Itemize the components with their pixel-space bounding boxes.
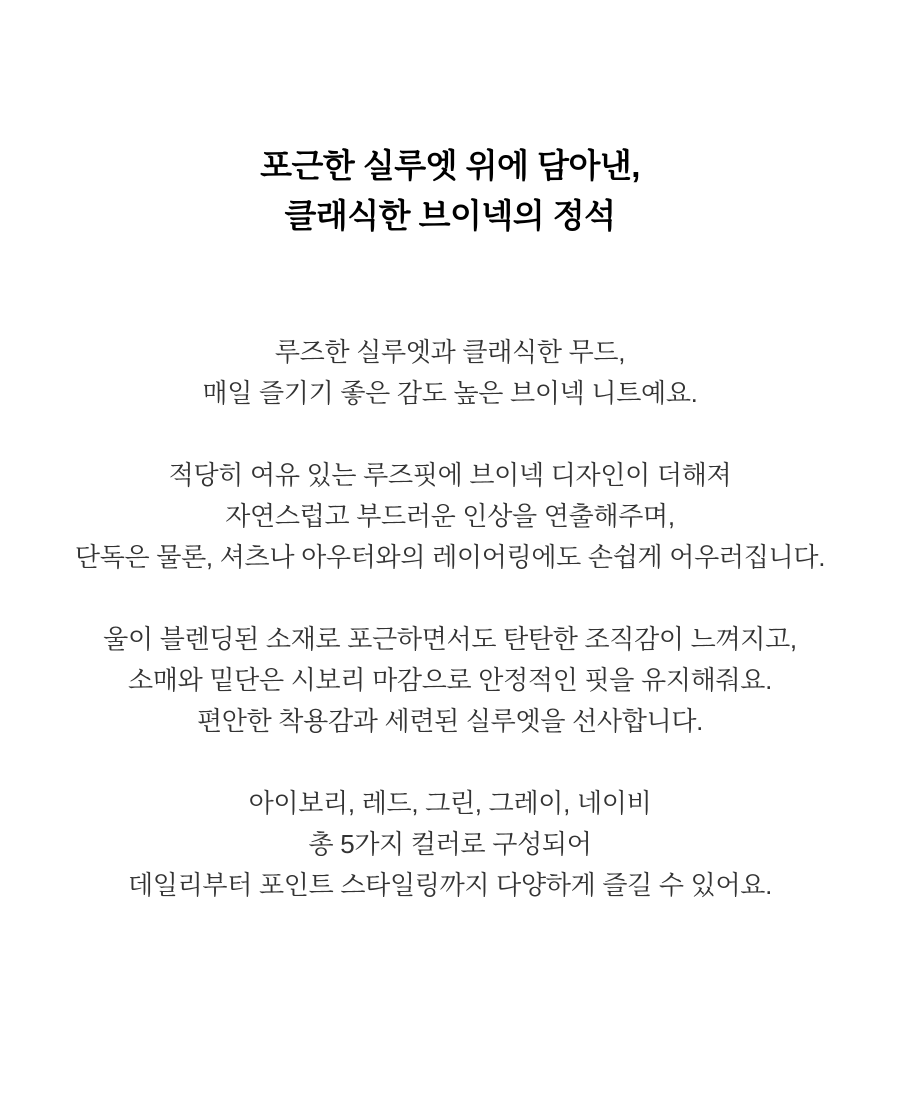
paragraph-line: 루즈한 실루엣과 클래식한 무드, xyxy=(274,337,626,367)
paragraph-line: 울이 블렌딩된 소재로 포근하면서도 탄탄한 조직감이 느껴지고, xyxy=(103,624,797,654)
paragraph-line: 총 5가지 컬러로 구성되어 xyxy=(308,829,592,859)
paragraph-fit-design xyxy=(0,455,900,578)
paragraph-line: 적당히 여유 있는 루즈핏에 브이넥 디자인이 더해져 xyxy=(168,460,732,490)
paragraph-colors xyxy=(0,783,900,906)
paragraph-material xyxy=(0,619,900,742)
title-line-1: 포근한 실루엣 위에 담아낸, xyxy=(260,147,640,184)
paragraph-line: 매일 즐기기 좋은 감도 높은 브이넥 니트예요. xyxy=(202,378,698,408)
paragraph-line: 편안한 착용감과 세련된 실루엣을 선사합니다. xyxy=(196,706,704,736)
paragraph-line: 아이보리, 레드, 그린, 그레이, 네이비 xyxy=(248,788,652,818)
title-line-2: 클래식한 브이넥의 정석 xyxy=(284,197,616,234)
description-body xyxy=(0,332,900,906)
paragraph-line: 소매와 밑단은 시보리 마감으로 안정적인 핏을 유지해줘요. xyxy=(127,665,773,695)
paragraph-mood xyxy=(0,332,900,414)
page-title xyxy=(0,0,900,241)
paragraph-line: 데일리부터 포인트 스타일링까지 다양하게 즐길 수 있어요. xyxy=(127,870,773,900)
paragraph-line: 단독은 물론, 셔츠나 아우터와의 레이어링에도 손쉽게 어우러집니다. xyxy=(74,542,826,572)
paragraph-line: 자연스럽고 부드러운 인상을 연출해주며, xyxy=(225,501,675,531)
